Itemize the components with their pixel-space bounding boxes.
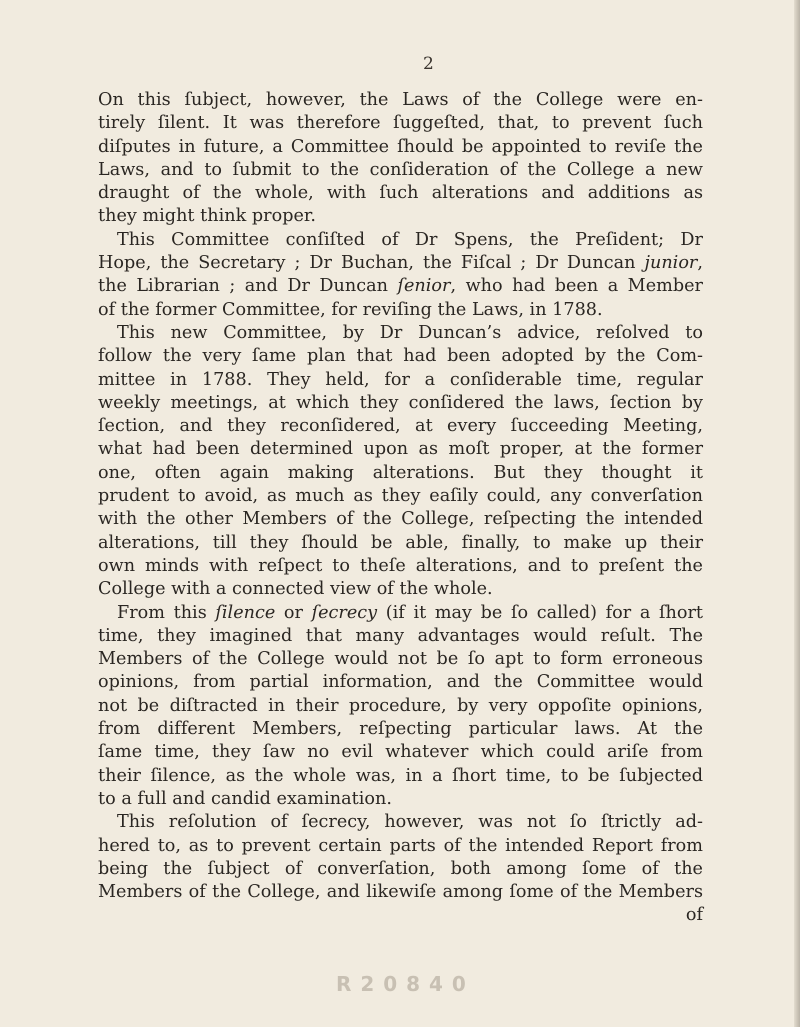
text-line — [98, 602, 703, 625]
italic-word: ſenior — [397, 276, 451, 297]
text-line: draught of the whole, with ſuch alterations and additions as — [98, 183, 703, 204]
text-line: opinions, from partial information, and the Committee would — [98, 672, 703, 693]
text-segment: , — [697, 253, 703, 274]
italic-word: ſilence — [215, 602, 276, 623]
catchword: of — [685, 905, 703, 926]
text-line: hered to, as to prevent certain parts of the intended Report from — [98, 835, 703, 856]
page-edge — [794, 0, 800, 1027]
text-line: of the former Committee, for reviſing the Laws, in 1788. — [98, 299, 603, 320]
text-line: from different Members, reſpecting particular laws. At the — [98, 719, 703, 740]
text-segment: or — [275, 602, 312, 623]
text-line: with the other Members of the College, reſpecting the intended — [98, 509, 703, 530]
text-line: own minds with reſpect to theſe alterations, and to preſent the — [98, 555, 703, 576]
text-line: to a full and candid examination. — [98, 788, 392, 809]
text-line: This new Committee, by Dr Duncan’s advice, reſolved to — [117, 322, 703, 343]
text-segment: Hope, the Secretary ; Dr Buchan, the Fiſcal ; Dr Duncan — [98, 253, 645, 274]
text-line: alterations, till they ſhould be able, finally, to make up their — [98, 532, 703, 553]
text-line: not be diſtracted in their procedure, by very oppoſite opinions, — [98, 695, 703, 716]
text-line: being the ſubject of converſation, both among ſome of the — [98, 858, 703, 879]
italic-word: junior — [644, 253, 698, 274]
text-line: mittee in 1788. They held, for a conſiderable time, regular — [98, 369, 703, 390]
text-line: This reſolution of ſecrecy, however, was not ſo ſtrictly ad- — [117, 812, 703, 833]
text-line — [98, 275, 703, 298]
text-line: follow the very ſame plan that had been adopted by the Com- — [98, 346, 703, 367]
text-line: time, they imagined that many advantages would reſult. The — [98, 625, 703, 646]
text-line: tirely ſilent. It was therefore ſuggeſted, that, to prevent ſuch — [98, 113, 703, 134]
text-line: prudent to avoid, as much as they eaſily could, any converſation — [98, 486, 703, 507]
body-text — [98, 89, 703, 928]
text-line: they might think proper. — [98, 206, 317, 227]
text-segment: , who had been a Member — [450, 276, 703, 297]
shelfmark-stamp: R 2 0 8 4 0 — [336, 972, 467, 996]
text-line: weekly meetings, at which they conſidered the laws, ſection by — [98, 392, 703, 413]
italic-word: ſecrecy — [311, 602, 378, 623]
text-line: ſame time, they ſaw no evil whatever which could ariſe from — [98, 742, 703, 763]
text-line: one, often again making alterations. But they thought it — [98, 462, 703, 483]
text-line: what had been determined upon as moſt proper, at the former — [98, 439, 703, 460]
text-line: Members of the College would not be ſo apt to form erroneous — [98, 649, 703, 670]
text-line: College with a connected view of the whole. — [98, 579, 493, 600]
page-number: 2 — [423, 54, 434, 74]
text-line: Members of the College, and likewiſe among ſome of the Members — [98, 882, 703, 903]
text-line: their ſilence, as the whole was, in a ſhort time, to be ſubjected — [98, 765, 703, 786]
text-segment: the Librarian ; and Dr Duncan — [98, 276, 398, 297]
text-line: diſputes in future, a Committee ſhould be appointed to reviſe the — [98, 136, 703, 157]
text-line: ſection, and they reconſidered, at every ſucceeding Meeting, — [98, 416, 703, 437]
text-line: On this ſubject, however, the Laws of the College were en- — [98, 90, 703, 110]
text-segment: (if it may be ſo called) for a ſhort — [377, 602, 703, 623]
text-line: Laws, and to ſubmit to the conſideration of the College a new — [98, 159, 703, 180]
text-line: This Committee conſiſted of Dr Spens, the Preſident; Dr — [117, 229, 703, 250]
text-line — [98, 252, 703, 275]
text-segment: From this — [117, 602, 216, 623]
